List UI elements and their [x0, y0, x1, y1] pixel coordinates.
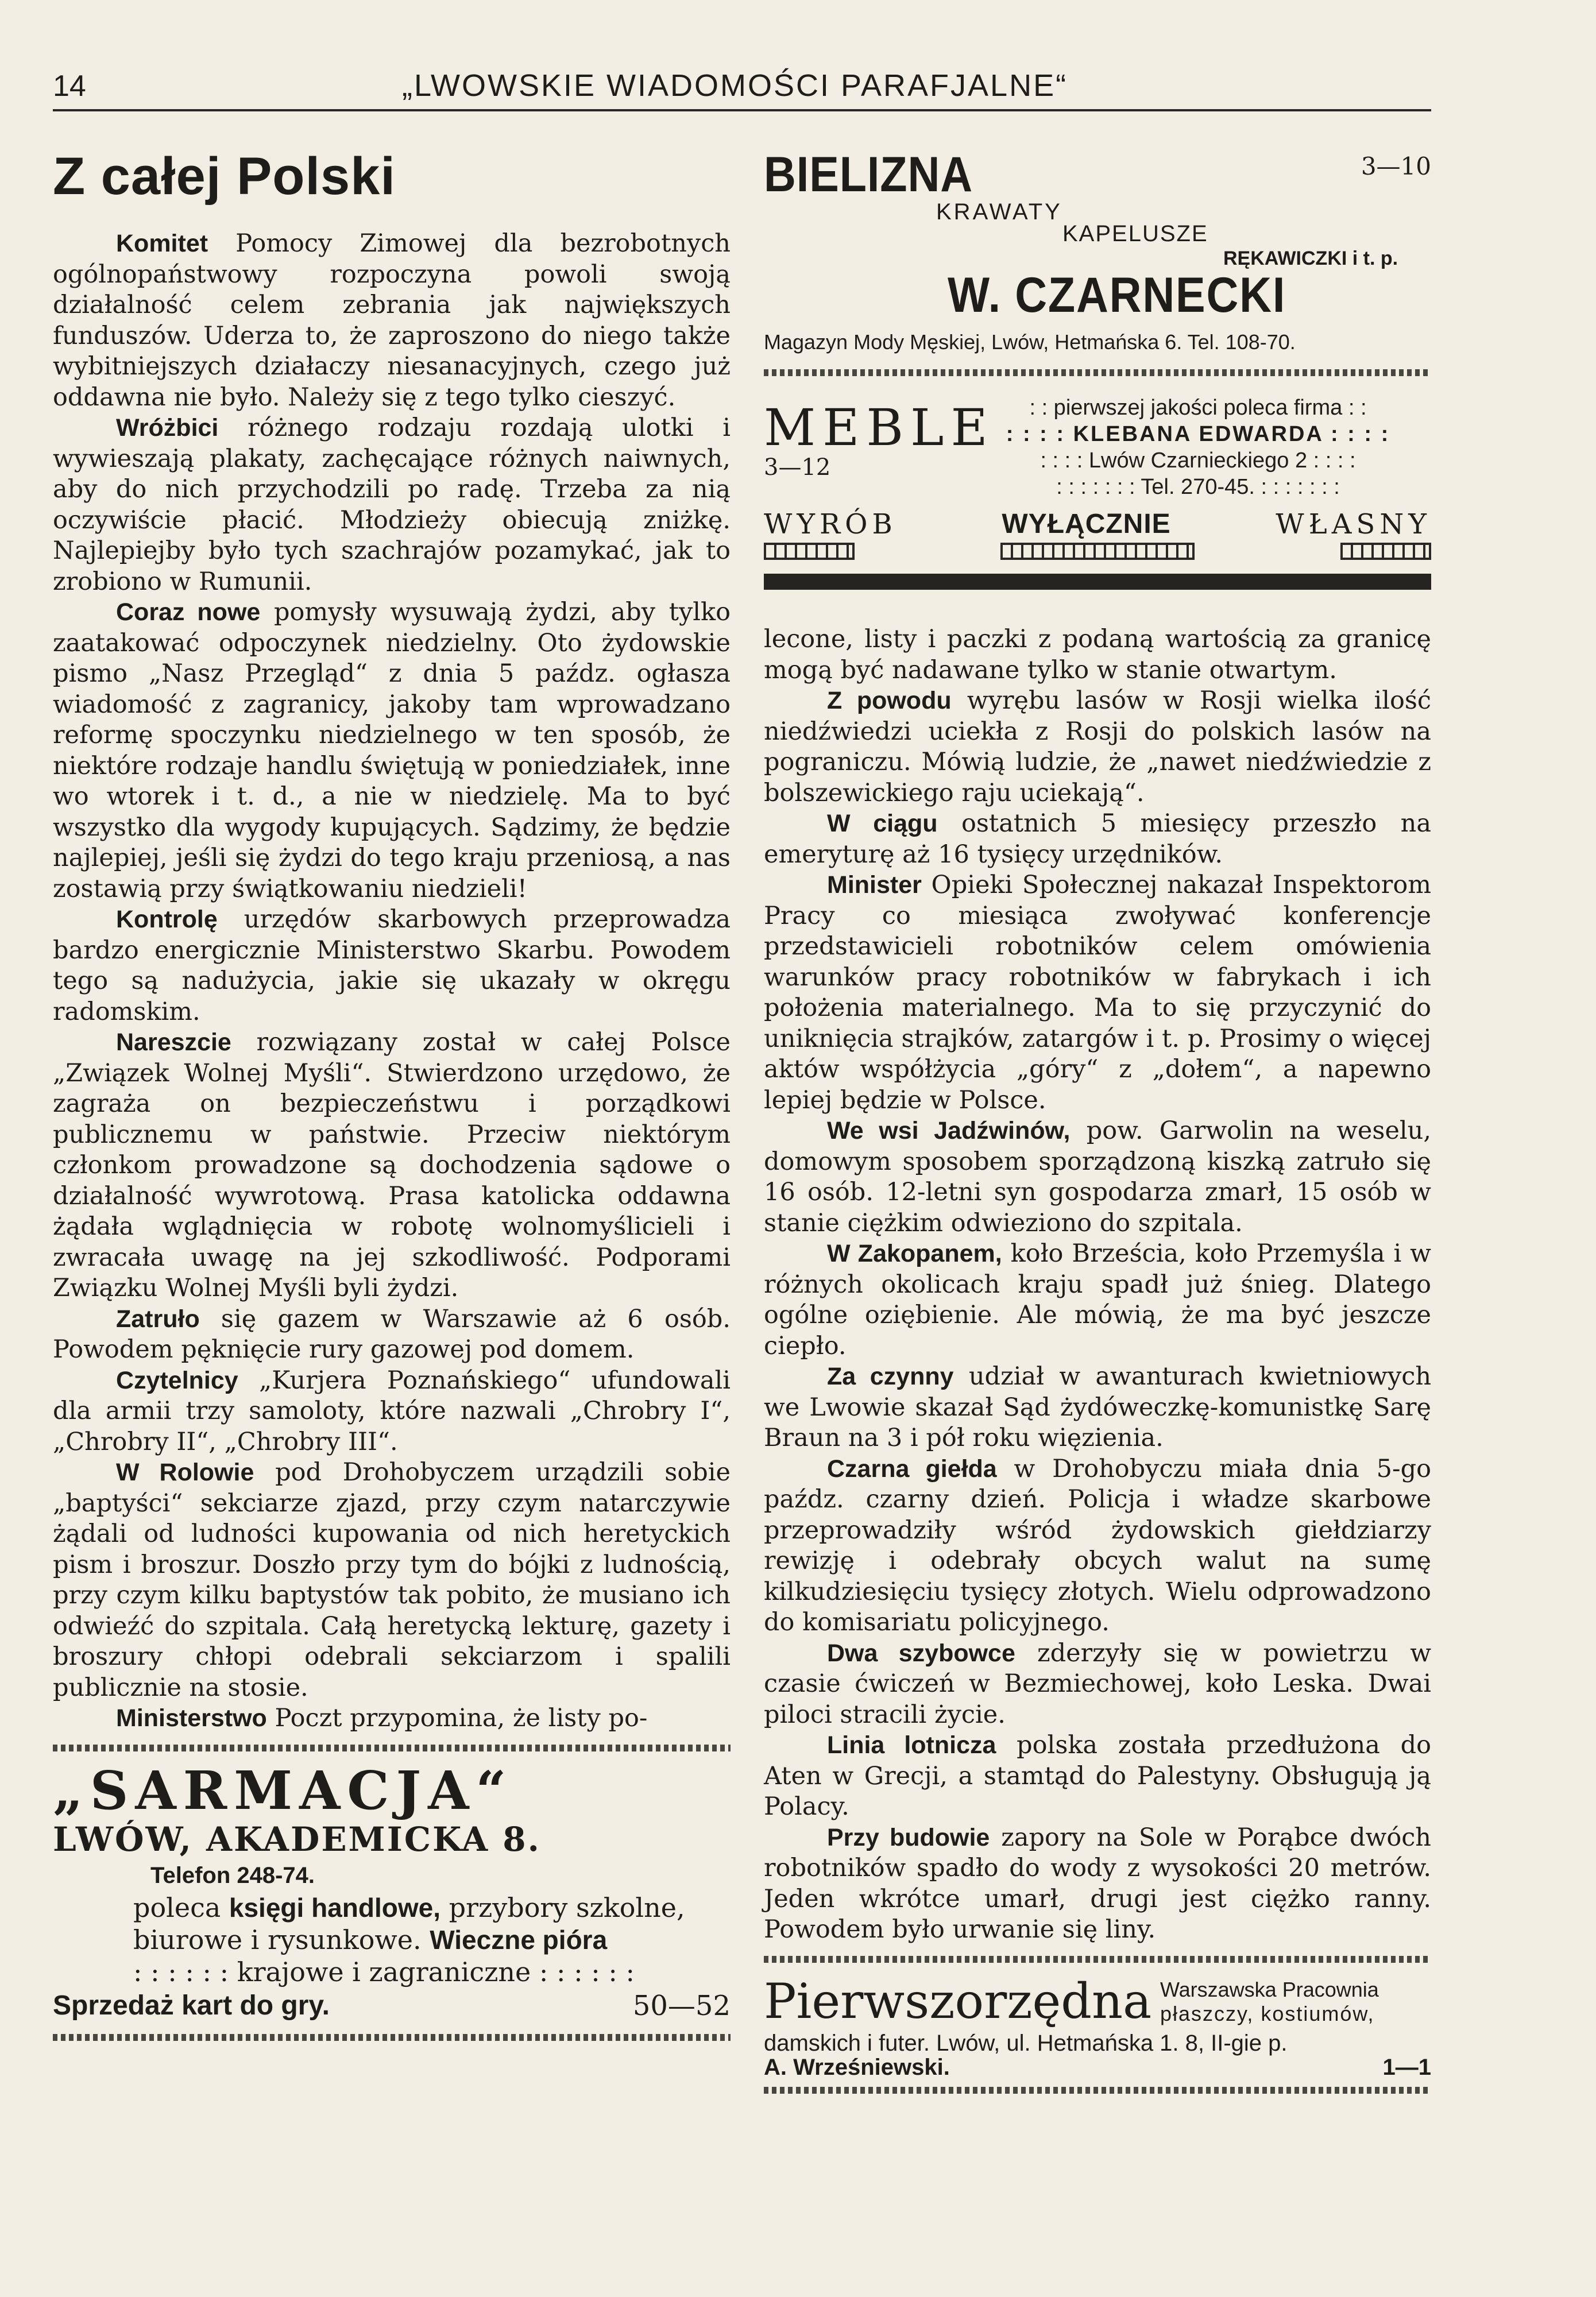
ad-bielizna-item: KAPELUSZE [1062, 221, 1208, 246]
article-paragraph [764, 1239, 1431, 1362]
article-paragraph [764, 1823, 1431, 1946]
ad-meble-slogan-word: WŁASNY [1276, 508, 1431, 540]
ad-pierwszorzedna-line: Warszawska Pracownia [1160, 1977, 1379, 2001]
article-lead: Minister [827, 871, 922, 899]
article-paragraph [764, 809, 1431, 870]
ad-meble-title: MEBLE [764, 398, 995, 457]
article-lead: W Rolowie [116, 1459, 254, 1486]
ornamental-rule [764, 369, 1431, 376]
article-lead: Ministerstwo [116, 1704, 267, 1732]
ad-meble-slogan [764, 508, 1431, 540]
article-text: „Kurjera Poznańskiego“ ufundowali dla armii trzy samoloty, które nazwali „Chrobry I“, „Chrobry II“, „Chrobry III“. [53, 1366, 731, 1456]
article-text: lecone, listy i paczki z podaną wartością za granicę mogą być nadawane tylko w stanie otwartym. [764, 625, 1431, 685]
article-lead: Czarna giełda [827, 1455, 997, 1483]
article-paragraph [764, 1730, 1431, 1823]
article-paragraph [53, 904, 731, 1027]
ad-pierwszorzedna-line: płaszczy, kostiumów, [1160, 2001, 1375, 2025]
article-text: wyrębu lasów w Rosji wielka ilość niedźwiedzi uciekła z Rosji do polskich lasów na pograniczu. Mówią ludzie, że „nawet niedźwiedzie z bolszewickiego raju uciekają“. [764, 686, 1431, 807]
ad-meble-slogan-word: WYRÓB [764, 508, 897, 540]
article-text: w Drohobyczu miała dnia 5-go paźdz. czarny dzień. Policja i władze skarbowe przeprowadziły wśród żydowskich giełdziarzy rewizję i odebrały obcych walut na sumę kilkudziesięciu tysięcy złotych. Wielu odprowadzono do komisariatu policyjnego. [764, 1454, 1431, 1637]
article-lead: Zatruło [116, 1305, 200, 1333]
article-paragraph [764, 1116, 1431, 1239]
article-lead: W ciągu [827, 810, 938, 837]
ornamental-rule [53, 1745, 731, 1751]
ad-bielizna-address: Magazyn Mody Męskiej, Lwów, Hetmańska 6. Tel. 108-70. [764, 330, 1296, 354]
running-title: „LWOWSKIE WIADOMOŚCI PARAFJALNE“ [402, 68, 1068, 103]
article-paragraph [53, 1703, 731, 1734]
ad-pierwszorzedna-code: 1—1 [1382, 2054, 1431, 2080]
ad-meble-slogan-word: WYŁĄCZNIE [1002, 509, 1171, 539]
article-lead: We wsi Jadźwinów, [827, 1117, 1071, 1144]
ornamental-rule [764, 1956, 1431, 1963]
article-text: pomysły wysuwają żydzi, aby tylko zaatakować odpoczynek niedzielny. Oto żydowskie pismo „Nasz Przegląd“ z dnia 5 paźdz. ogłasza wiadomość z zagranicy, jakoby tam wprowadzano reformę spoczynku niedzielnego w ten sposób, że niektóre rodzaje handlu świętują w poniedziałek, inne wo wtorek i t. d., a nie w niedzielę. Ma to być wszystko dla wygody kupujących. Sądzimy, że będzie najlepiej, jeśli się żydzi do tego kraju przeniosą, a nas zostawią przy świątkowaniu niedzieli! [53, 598, 731, 903]
ad-sarmacja-code: 50—52 [632, 1989, 731, 2022]
article-text: ostatnich 5 miesięcy przeszło na emeryturę aż 16 tysięcy urzędników. [764, 809, 1431, 869]
article-lead: Czytelnicy [116, 1366, 238, 1394]
article-text: Poczt przypomina, że listy po- [266, 1704, 648, 1733]
ornament-box [1000, 543, 1195, 560]
article-lead: Kontrolę [116, 906, 218, 933]
ad-bielizna [764, 146, 1431, 359]
article-paragraph [53, 229, 731, 413]
ad-bielizna-title: BIELIZNA [764, 147, 973, 202]
article-lead: Nareszcie [116, 1028, 231, 1056]
article-text: różnego rodzaju rozdają ulotki i wywieszają plakaty, zachęcające różnych naiwnych, aby do nich przychodzili po radę. Trzeba za nią oczywiście płacić. Młodzieży obiecują zniżkę. Najlepiejby było tych szachrajów pozamykać, jak to zrobiono w Rumunii. [53, 413, 731, 596]
article-text: Opieki Społecznej nakazał Inspektorom Pracy co miesiąca zwoływać konferencje przedstawicieli robotników celem omówienia warunków pracy robotników w fabrykach i ich położenia materialnego. Ma to się przyczynić do uniknięcia strajków, zatargów i t. p. Prosimy o więcej aktów współżycia „góry“ z „dołem“, a napewno lepiej będzie w Polsce. [764, 871, 1431, 1115]
article-paragraph [764, 870, 1431, 1116]
article-text: rozwiązany został w całej Polsce „Związek Wolnej Myśli“. Stwierdzono urzędowo, że zagraża on bezpieczeństwu i porządkowi publicznemu w państwie. Przeciw niektórym członkom prowadzone są dochodzenia sądowe o działalność wywrotową. Prasa katolicka oddawna żądała wglądnięcia w robotę wolnomyślicieli i zwracała uwagę na jej szkodliwość. Podporami Związku Wolnej Myśli byli żydzi. [53, 1028, 731, 1302]
ad-sarmacja-bold: księgi handlowe, [229, 1892, 440, 1923]
article-lead: W Zakopanem, [827, 1240, 1002, 1267]
article-lead: Przy budowie [827, 1823, 990, 1851]
ad-pierwszorzedna-footer [764, 2055, 1431, 2081]
article-paragraph [53, 1457, 731, 1703]
article-text: Pomocy Zimowej dla bezrobotnych ogólnopaństwowy rozpoczyna powoli swoją działalność celem zebrania jak największych funduszów. Uderza to, że zaproszono do niego także wybitniejszych działaczy niesanacyjnych, czego już oddawna nie było. Należy się z tego tylko cieszyć. [53, 229, 731, 412]
left-articles [53, 229, 731, 1734]
article-lead: Komitet [116, 230, 208, 257]
ad-bielizna-code: 3—10 [1361, 152, 1431, 180]
article-text: koło Brześcia, koło Przemyśla i w różnych okolicach kraju spadł już śnieg. Dlatego ogólne oziębienie. Ale mówią, że ma być jeszcze ciepło. [764, 1239, 1431, 1360]
black-divider-bar [764, 574, 1431, 590]
article-paragraph [764, 686, 1431, 809]
ad-sarmacja-line2: : : : : : : krajowe i zagraniczne : : : : : : [133, 1956, 635, 1987]
ad-pierwszorzedna-address: damskich i futer. Lwów, ul. Hetmańska 1. 8, II-gie p. [764, 2030, 1288, 2056]
ad-bielizna-item: KRAWATY [936, 199, 1062, 225]
article-paragraph [764, 1454, 1431, 1638]
ornamental-rule [53, 2034, 731, 2041]
article-text: zderzyły się w powietrzu w czasie ćwiczeń w Bezmiechowej, koło Leska. Dwai piloci stracili życie. [764, 1638, 1431, 1729]
article-lead: Z powodu [827, 687, 952, 714]
ad-bielizna-item: RĘKAWICZKI i t. p. [1223, 248, 1398, 269]
ad-meble [764, 386, 1431, 559]
article-paragraph [53, 1027, 731, 1304]
left-column [53, 146, 731, 2051]
ad-pierwszorzedna-title: Pierwszorzędna [764, 1973, 1152, 2029]
article-paragraph [53, 413, 731, 597]
ornament-box [764, 543, 855, 560]
page-number: 14 [53, 69, 86, 103]
right-column [764, 146, 1431, 2104]
ad-meble-line: : : : : KLEBANA EDWARDA : : : : [1006, 422, 1390, 446]
article-paragraph [53, 1366, 731, 1458]
ad-bielizna-firm: W. CZARNECKI [948, 268, 1286, 323]
ad-meble-line: : : : : : : : Tel. 270-45. : : : : : : : [1056, 475, 1340, 499]
ad-meble-line: : : : : Lwów Czarnieckiego 2 : : : : [1040, 448, 1356, 473]
ad-sarmacja [53, 1759, 731, 2024]
article-lead: Wróżbici [116, 414, 219, 442]
ad-pierwszorzedna-owner: A. Wrześniewski. [764, 2054, 950, 2080]
section-heading: Z całej Polski [53, 147, 396, 206]
ornament-box [1340, 543, 1431, 560]
ad-sarmacja-text2: przybory szkolne, biurowe i rysunkowe. [133, 1892, 685, 1955]
article-lead: Za czynny [827, 1363, 954, 1390]
article-paragraph [764, 1638, 1431, 1731]
article-lead: Dwa szybowce [827, 1639, 1015, 1667]
right-articles [764, 624, 1431, 1946]
ad-meble-line: : : pierwszej jakości poleca firma : : [1029, 396, 1367, 420]
article-text: urzędów skarbowych przeprowadza bardzo energicznie Ministerstwo Skarbu. Powodem tego są nadużycia, jakie się ukazały w okręgu radomskim. [53, 905, 731, 1026]
article-text: zapory na Sole w Porąbce dwóch robotników spadło do wody z wysokości 20 metrów. Jeden wkrótce umarł, drugi jest ciężko ranny. Powodem było urwanie się liny. [764, 1823, 1431, 1944]
ad-meble-code: 3—12 [764, 454, 831, 481]
article-paragraph [764, 1362, 1431, 1454]
ad-pierwszorzedna [764, 1973, 1431, 2080]
ad-sarmacja-bottom [53, 1988, 731, 2024]
article-lead: Coraz nowe [116, 598, 261, 626]
article-paragraph [764, 624, 1431, 686]
ad-sarmacja-name: „SARMACJA“ [53, 1759, 513, 1822]
ad-sarmacja-phone: Telefon 248-74. [150, 1862, 315, 1888]
header-rule [53, 109, 1431, 111]
article-paragraph [53, 1304, 731, 1366]
ad-sarmacja-bold2: Wieczne pióra [430, 1924, 608, 1955]
ad-sarmacja-address: LWÓW, AKADEMICKA 8. [53, 1819, 541, 1859]
article-text: się gazem w Warszawie aż 6 osób. Powodem pęknięcie rury gazowej pod domem. [53, 1304, 731, 1364]
ornamental-rule [764, 2087, 1431, 2094]
article-text: pow. Garwolin na weselu, domowym sposobem sporządzoną kiszką zatruło się 16 osób. 12-letni syn gospodarza zmarł, 15 osób w stanie ciężkim odwieziono do szpitala. [764, 1116, 1432, 1238]
ad-sarmacja-cards: Sprzedaż kart do gry. [53, 1990, 330, 2021]
article-paragraph [53, 597, 731, 904]
article-text: polska została przedłużona do Aten w Grecji, a stamtąd do Palestyny. Obsługują ją Polacy. [764, 1731, 1431, 1821]
ad-sarmacja-offer [133, 1892, 731, 1956]
article-text: udział w awanturach kwietniowych we Lwowie skazał Sąd żydóweczkę-komunistkę Sarę Braun na 3 i pół roku więzienia. [764, 1362, 1432, 1452]
ad-meble-ornaments [764, 543, 1431, 560]
article-lead: Linia lotnicza [827, 1731, 996, 1759]
article-text: pod Drohobyczem urządzili sobie „baptyści“ sekciarze zjazd, przy czym natarczywie żądali od ludności kupowania od nich heretyckich pism i broszur. Doszło przy tym do bójki z ludnością, przy czym kilku baptystów tak pobito, że musiano ich odwieźć do szpitala. Całą heretycką lekturę, gazety i broszury chłopi odebrali sekciarzom i spalili publicznie na stosie. [53, 1458, 731, 1702]
ad-sarmacja-text: poleca [133, 1892, 229, 1923]
